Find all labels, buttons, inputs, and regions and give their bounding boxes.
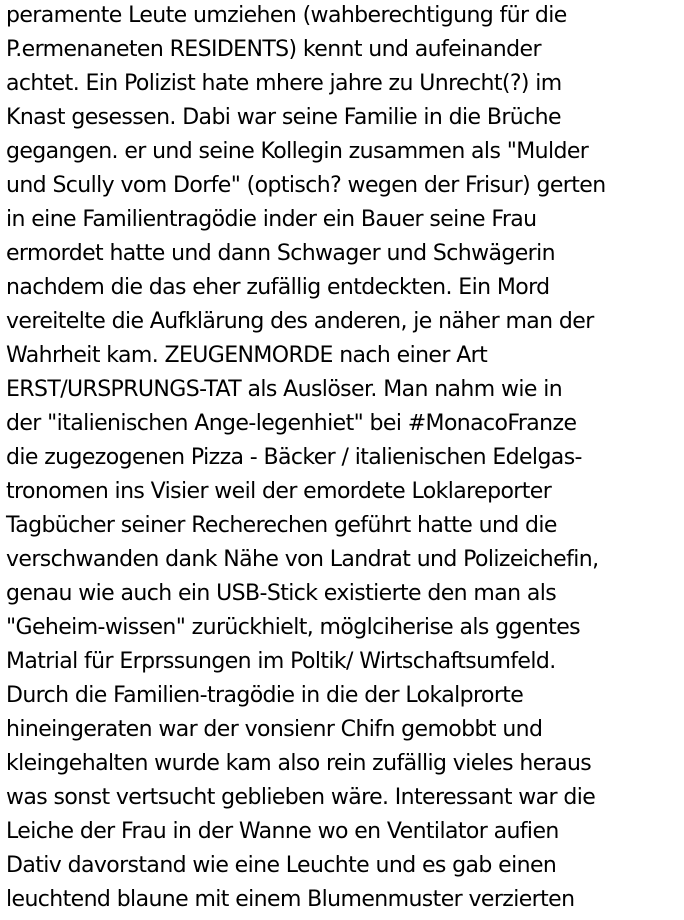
text-line: genau wie auch ein USB-Stick existierte den man als [6,581,557,606]
text-line: kleingehalten wurde kam also rein zufällig vieles heraus [6,751,592,776]
text-line: Wahrheit kam. ZEUGENMORDE nach einer Art [6,343,488,368]
text-line: Tagbücher seiner Recherechen geführt hatte und die [6,513,557,538]
text-line: tronomen ins Visier weil der emordete Loklareporter [6,479,552,504]
text-line: ERST/URSPRUNGS-TAT als Auslöser. Man nahm wie in [6,377,563,402]
document-text [6,0,682,917]
text-line: achtet. Ein Polizist hate mhere jahre zu Unrecht(?) im [6,71,562,96]
text-line: vereitelte die Aufklärung des anderen, je näher man der [6,309,594,334]
text-line: nachdem die das eher zufällig entdeckten. Ein Mord [6,275,550,300]
text-line: in eine Familientragödie inder ein Bauer seine Frau [6,207,537,232]
text-line: Knast gesessen. Dabi war seine Familie in die Brüche [6,105,561,130]
text-line: Durch die Familien-tragödie in die der Lokalprorte [6,683,524,708]
text-line: die zugezogenen Pizza - Bäcker / italienischen Edelgas- [6,445,582,470]
text-line: leuchtend blaune mit einem Blumenmuster verzierten [6,887,575,912]
text-line: der "italienischen Ange-legenhiet" bei #MonacoFranze [6,411,577,436]
text-line: Matrial für Erprssungen im Poltik/ Wirtschaftsumfeld. [6,649,556,674]
text-line: und Scully vom Dorfe" (optisch? wegen der Frisur) gerten [6,173,606,198]
text-line: gegangen. er und seine Kollegin zusammen als "Mulder [6,139,589,164]
text-line: hineingeraten war der vonsienr Chifn gemobbt und [6,717,543,742]
text-line: verschwanden dank Nähe von Landrat und Polizeichefin, [6,547,599,572]
text-line: Dativ davorstand wie eine Leuchte und es gab einen [6,853,557,878]
text-line: "Geheim-wissen" zurückhielt, möglciherise als ggentes [6,615,580,640]
text-line: P.ermenaneten RESIDENTS) kennt und aufeinander [6,37,541,62]
text-line: peramente Leute umziehen (wahberechtigung für die [6,3,567,28]
text-line: Leiche der Frau in der Wanne wo en Ventilator aufien [6,819,559,844]
text-line: was sonst vertsucht geblieben wäre. Interessant war die [6,785,596,810]
text-line: ermordet hatte und dann Schwager und Schwägerin [6,241,555,266]
